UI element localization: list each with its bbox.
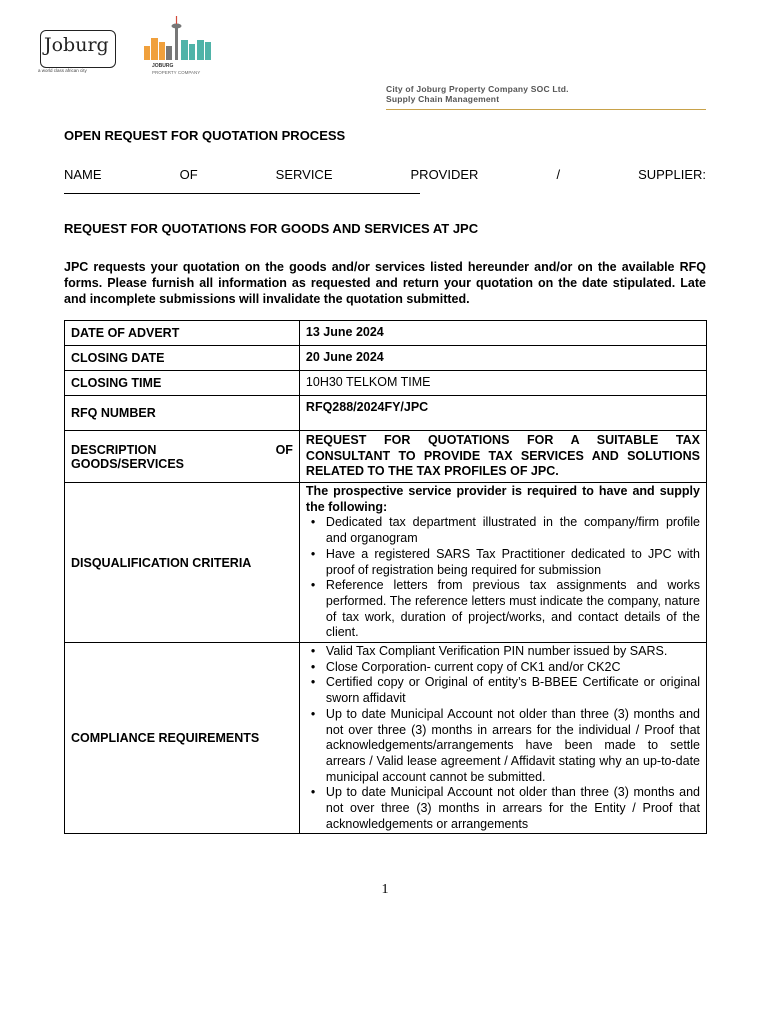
- list-item: • Have a registered SARS Tax Practitioner dedicated to JPC with proof of registration being required for submission: [326, 547, 700, 578]
- joburg-logo-text: Joburg: [44, 34, 109, 56]
- jpc-logo: [144, 16, 224, 80]
- disqualification-value: [299, 483, 706, 643]
- document-title: OPEN REQUEST FOR QUOTATION PROCESS: [64, 128, 346, 143]
- description-label-line2: GOODS/SERVICES: [71, 456, 184, 471]
- list-item: • Dedicated tax department illustrated in the company/firm profile and organogram: [326, 515, 700, 546]
- header-rule: [386, 109, 706, 110]
- table-row: [65, 431, 707, 483]
- joburg-logo-tagline: a world class african city: [38, 68, 87, 73]
- table-row: [65, 346, 707, 371]
- provider-name-word: SUPPLIER:: [638, 167, 706, 182]
- jpc-logo-subname: PROPERTY COMPANY: [152, 70, 201, 75]
- compliance-list: [306, 644, 700, 832]
- rfq-number-label: RFQ NUMBER: [65, 396, 300, 431]
- description-label-word: DESCRIPTION: [71, 442, 157, 457]
- company-header-line1: City of Joburg Property Company SOC Ltd.: [386, 84, 569, 94]
- table-row: [65, 321, 707, 346]
- table-row: [65, 483, 707, 643]
- description-label-line1: [71, 443, 293, 457]
- list-item: • Close Corporation- current copy of CK1 and/or CK2C: [326, 660, 700, 676]
- joburg-logo: [38, 24, 118, 76]
- compliance-value: [299, 643, 706, 834]
- advert-date-label: DATE OF ADVERT: [65, 321, 300, 346]
- provider-name-word: NAME: [64, 167, 102, 182]
- compliance-label: COMPLIANCE REQUIREMENTS: [65, 643, 300, 834]
- description-label-word: OF: [275, 442, 293, 457]
- closing-date-label: CLOSING DATE: [65, 346, 300, 371]
- disqualification-intro: The prospective service provider is required to have and supply the following:: [305, 484, 700, 514]
- provider-name-word: PROVIDER: [410, 167, 479, 182]
- page-number: 1: [381, 882, 389, 897]
- intro-paragraph: JPC requests your quotation on the goods and/or services listed hereunder and/or on the available RFQ forms. Please furnish all information as requested and return your quotation on the date stipulated. Late and incomplete submissions will invalidate the quotation submitted.: [64, 260, 706, 306]
- table-row: [65, 643, 707, 834]
- provider-name-line: [64, 167, 706, 182]
- provider-name-word: OF: [179, 167, 198, 182]
- description-value: REQUEST FOR QUOTATIONS FOR A SUITABLE TAX CONSULTANT TO PROVIDE TAX SERVICES AND SOLUTIONS RELATED TO THE TAX PROFILES OF JPC.: [299, 431, 706, 483]
- list-item: • Certified copy or Original of entity’s B-BBEE Certificate or original sworn affidavit: [326, 675, 700, 706]
- closing-date-value: 20 June 2024: [299, 346, 706, 371]
- description-label: [65, 431, 300, 483]
- rfq-number-value: RFQ288/2024FY/JPC: [299, 396, 706, 431]
- provider-name-word: SERVICE: [275, 167, 333, 182]
- provider-name-blank: [64, 193, 420, 194]
- disqualification-list: [306, 515, 700, 641]
- table-row: [65, 396, 707, 431]
- jpc-logo-name-line1: JOBURG: [152, 63, 174, 69]
- list-item: • Reference letters from previous tax assignments and works performed. The reference letters must indicate the company, nature of tax work, duration of project/works, and contact details of the client.: [326, 578, 700, 641]
- company-header: [386, 84, 569, 104]
- list-item: • Up to date Municipal Account not older than three (3) months and not over three (3) months in arrears for the Entity / Proof that acknowledgements or arrangements: [326, 785, 700, 832]
- closing-time-label: CLOSING TIME: [65, 371, 300, 396]
- list-item: • Valid Tax Compliant Verification PIN number issued by SARS.: [326, 644, 700, 660]
- list-item: • Up to date Municipal Account not older than three (3) months and not over three (3) months in arrears for the individual / Proof that acknowledgements/arrangements have been made to settle arrears / Valid lease agreement / Affidavit stating why an up-to-date municipal account cannot be submitted.: [326, 707, 700, 786]
- provider-name-word: /: [556, 167, 561, 182]
- jpc-logo-name: [152, 64, 173, 69]
- advert-date-value: 13 June 2024: [299, 321, 706, 346]
- rfq-details-table: [64, 320, 707, 834]
- disqualification-label: DISQUALIFICATION CRITERIA: [65, 483, 300, 643]
- document-subtitle: REQUEST FOR QUOTATIONS FOR GOODS AND SERVICES AT JPC: [64, 221, 479, 236]
- closing-time-value: 10H30 TELKOM TIME: [299, 371, 706, 396]
- jpc-skyline-icon: [144, 16, 224, 62]
- company-header-line2: Supply Chain Management: [386, 94, 500, 104]
- table-row: [65, 371, 707, 396]
